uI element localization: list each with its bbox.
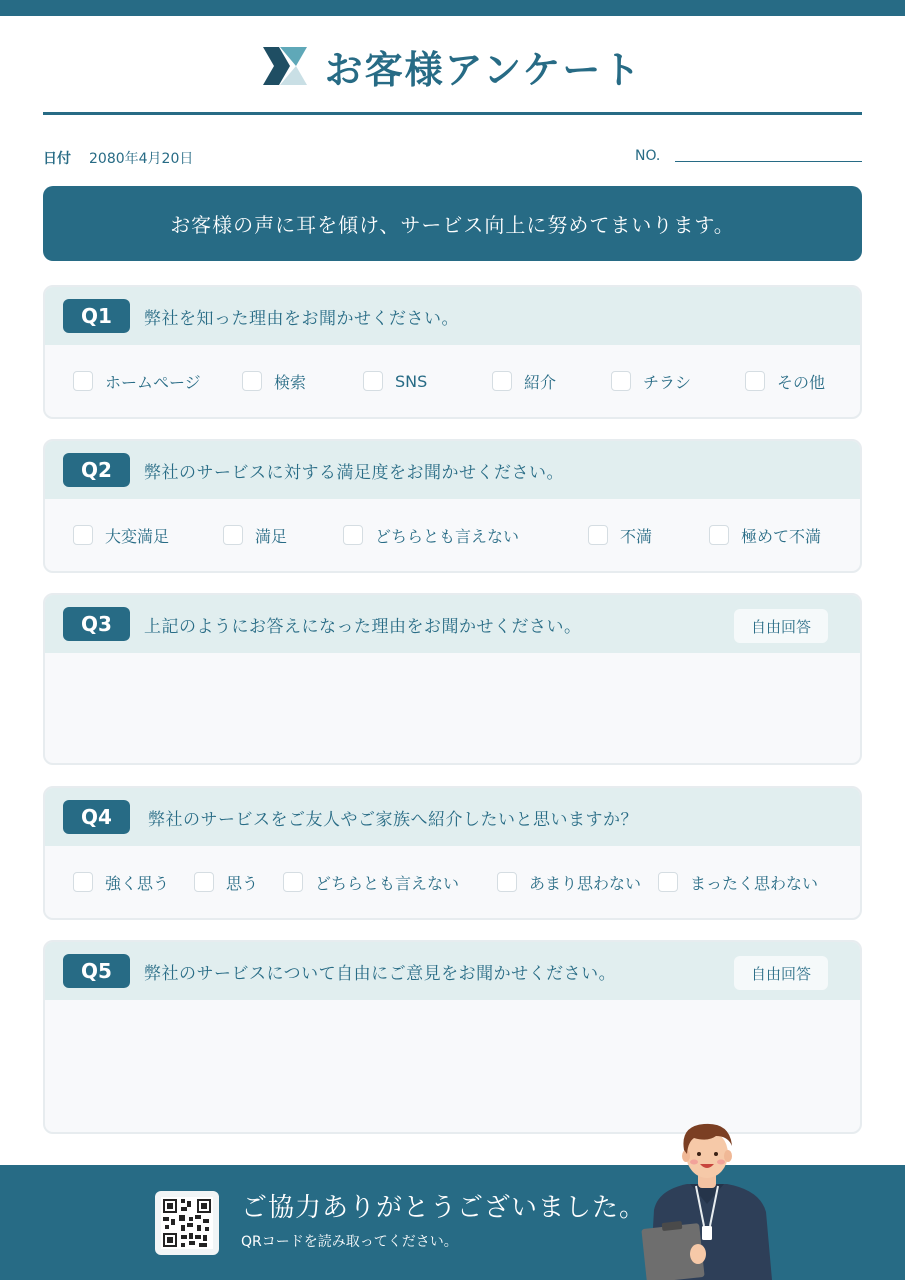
option-flyer[interactable] — [611, 345, 691, 417]
question-text: 弊社のサービスについて自由にご意見をお聞かせください。 — [144, 963, 617, 984]
option-label: その他 — [777, 372, 826, 392]
qr-code — [155, 1191, 219, 1255]
number-label: NO. — [635, 148, 661, 164]
checkbox[interactable] — [194, 872, 214, 892]
option-label: 満足 — [255, 526, 288, 546]
option-strongly-agree[interactable] — [73, 846, 169, 918]
option-label: 強く思う — [105, 873, 170, 893]
option-dissatisfied[interactable] — [588, 499, 652, 571]
option-sns[interactable] — [363, 345, 427, 417]
question-number: Q4 — [63, 800, 130, 834]
free-answer-area[interactable] — [45, 1000, 860, 1132]
question-header — [45, 788, 860, 846]
option-referral[interactable] — [492, 345, 556, 417]
checkbox[interactable] — [745, 371, 765, 391]
options-row — [45, 846, 860, 918]
checkbox[interactable] — [709, 525, 729, 545]
option-homepage[interactable] — [73, 345, 201, 417]
question-header — [45, 942, 860, 1000]
checkbox[interactable] — [73, 872, 93, 892]
date-value: 2080年4月20日 — [89, 151, 194, 167]
option-neutral[interactable] — [343, 499, 519, 571]
qr-code-icon — [161, 1197, 213, 1249]
question-text: 弊社を知った理由をお聞かせください。 — [144, 308, 459, 329]
question-header — [45, 287, 860, 345]
option-very-satisfied[interactable] — [73, 499, 169, 571]
checkbox[interactable] — [658, 872, 678, 892]
page-header — [0, 38, 905, 94]
checkbox[interactable] — [611, 371, 631, 391]
question-number: Q1 — [63, 299, 130, 333]
checkbox[interactable] — [242, 371, 262, 391]
date-label: 日付 — [43, 151, 71, 167]
options-row — [45, 345, 860, 417]
free-answer-badge: 自由回答 — [734, 956, 828, 990]
question-card-q1 — [43, 285, 862, 419]
checkbox[interactable] — [363, 371, 383, 391]
option-agree[interactable] — [194, 846, 258, 918]
option-label: 検索 — [274, 372, 307, 392]
number-input-line[interactable] — [675, 161, 862, 162]
thanks-message: ご協力ありがとうございました。 — [241, 1193, 647, 1223]
option-label: 不満 — [620, 526, 653, 546]
person-illustration — [632, 1120, 782, 1280]
option-label: 大変満足 — [105, 526, 170, 546]
option-label: まったく思わない — [690, 873, 819, 893]
free-answer-badge: 自由回答 — [734, 609, 828, 643]
option-very-dissatisfied[interactable] — [709, 499, 821, 571]
header-divider — [43, 112, 862, 115]
option-label: あまり思わない — [529, 873, 642, 893]
option-label: チラシ — [643, 372, 692, 392]
option-label: どちらとも言えない — [315, 873, 460, 893]
question-card-q3 — [43, 593, 862, 765]
question-text: 弊社のサービスに対する満足度をお聞かせください。 — [144, 462, 564, 483]
checkbox[interactable] — [588, 525, 608, 545]
option-strongly-disagree[interactable] — [658, 846, 818, 918]
page-title: お客様アンケート — [324, 47, 643, 92]
checkbox[interactable] — [497, 872, 517, 892]
question-number: Q3 — [63, 607, 130, 641]
option-disagree[interactable] — [497, 846, 641, 918]
option-other[interactable] — [745, 345, 825, 417]
option-label: 極めて不満 — [741, 526, 822, 546]
option-satisfied[interactable] — [223, 499, 287, 571]
logo-icon — [263, 47, 307, 85]
option-label: 思う — [226, 873, 259, 893]
question-header — [45, 441, 860, 499]
option-search[interactable] — [242, 345, 306, 417]
question-text: 弊社のサービスをご友人やご家族へ紹介したいと思いますか？ — [148, 809, 638, 830]
question-number: Q5 — [63, 954, 130, 988]
checkbox[interactable] — [73, 371, 93, 391]
question-card-q4 — [43, 786, 862, 920]
option-neutral[interactable] — [283, 846, 459, 918]
option-label: ホームページ — [105, 372, 201, 392]
checkbox[interactable] — [283, 872, 303, 892]
question-card-q2 — [43, 439, 862, 573]
options-row — [45, 499, 860, 571]
option-label: 紹介 — [524, 372, 557, 392]
checkbox[interactable] — [492, 371, 512, 391]
qr-instruction: QRコードを読み取ってください。 — [241, 1234, 458, 1250]
question-header — [45, 595, 860, 653]
option-label: どちらとも言えない — [375, 526, 520, 546]
question-number: Q2 — [63, 453, 130, 487]
top-accent-bar — [0, 0, 905, 16]
checkbox[interactable] — [223, 525, 243, 545]
free-answer-area[interactable] — [45, 653, 860, 763]
meta-row — [43, 146, 862, 168]
checkbox[interactable] — [73, 525, 93, 545]
question-card-q5 — [43, 940, 862, 1134]
checkbox[interactable] — [343, 525, 363, 545]
option-label: SNS — [395, 371, 428, 391]
intro-banner: お客様の声に耳を傾け、サービス向上に努めてまいります。 — [43, 186, 862, 261]
question-text: 上記のようにお答えになった理由をお聞かせください。 — [144, 616, 582, 637]
